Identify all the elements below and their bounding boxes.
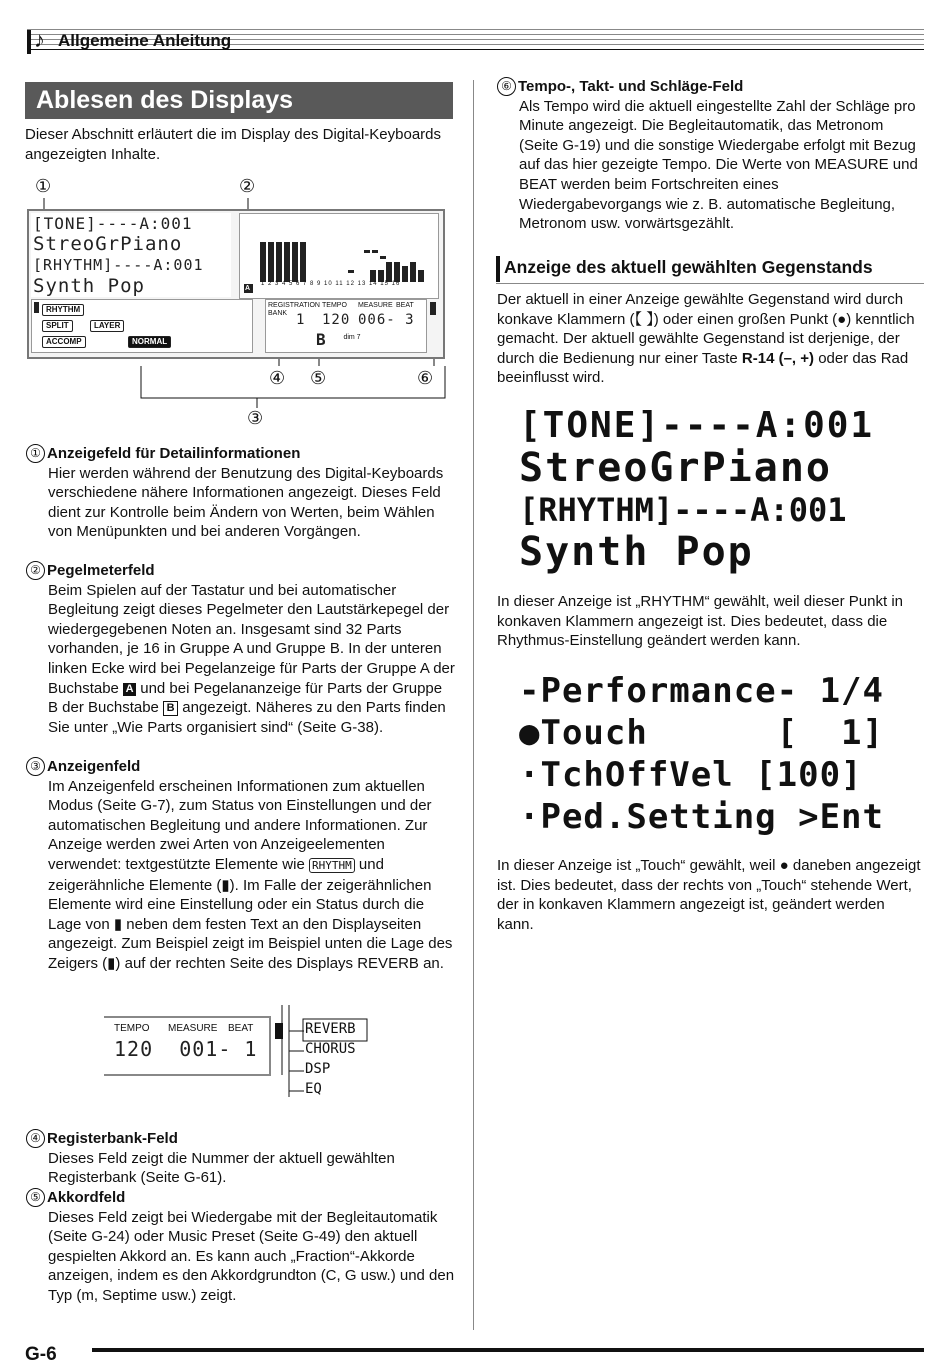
dot-display-1-line-4: Synth Pop xyxy=(519,529,754,575)
item-2-text-c: angezeigt. Näheres zu den Parts finden Sie unter „Wie Parts organisiert sind“ (Seite G-38). xyxy=(48,699,446,736)
callout-2: ② xyxy=(239,176,256,196)
item-1 xyxy=(26,444,456,542)
item-5 xyxy=(26,1188,456,1306)
reverb-pointer-icon xyxy=(430,302,436,315)
dot-display-2 xyxy=(519,670,903,838)
item-4-number: ④ xyxy=(26,1129,45,1148)
chord-root: B xyxy=(316,330,327,349)
beat-label: BEAT xyxy=(396,302,414,309)
level-meter-area xyxy=(239,213,439,299)
rhythm-key-label: RHYTHM xyxy=(309,858,355,873)
music-note-icon: ♪ xyxy=(34,27,45,52)
caption-1: In dieser Anzeige ist „RHYTHM“ gewählt, weil dieser Punkt in konkaven Klammern angezeigt ist. Dies bedeutet, dass die Rhythmus-Einstellung geändert werden kann. xyxy=(497,593,903,650)
item-3-title: Anzeigenfeld xyxy=(47,758,141,775)
option-dsp: DSP xyxy=(305,1061,331,1077)
option-chorus: CHORUS xyxy=(305,1041,356,1057)
callout-1: ① xyxy=(35,176,52,196)
dot-display-2-line-3: ·TchOffVel [100] xyxy=(519,755,863,795)
pointer-icon xyxy=(34,302,39,313)
callout-5: ⑤ xyxy=(310,368,327,388)
dot-display-2-line-2: ●Touch [ 1] xyxy=(519,713,884,753)
section-intro: Dieser Abschnitt erläutert die im Display des Digital-Keyboards angezeigten Inhalte. xyxy=(25,126,442,163)
item-3-number: ③ xyxy=(26,757,45,776)
letter-b-box: B xyxy=(163,701,178,716)
tempo-label: TEMPO xyxy=(322,302,347,309)
subsection-text-a: Der aktuell in einer Anzeige gewählte Gegenstand wird durch konkave Klammern (【 】) oder einen großen Punkt (●) kenntlich gemacht. Der aktuell gewählte Gegenstand ist derjenige, der durch die Bedienung nur einer Taste xyxy=(497,291,915,367)
group-letter: A xyxy=(245,285,251,292)
subsection-key-label: R-14 (–, +) xyxy=(741,349,815,367)
option-eq: EQ xyxy=(305,1081,322,1097)
item-2-text xyxy=(26,581,456,738)
item-3-text xyxy=(26,777,456,974)
subsection-title-rule xyxy=(496,283,924,284)
subsection-title-bar xyxy=(496,256,500,282)
lcd-line-1: [TONE]----A:001 xyxy=(33,214,193,233)
status-area xyxy=(265,299,427,353)
item-4-title: Registerbank-Feld xyxy=(47,1130,178,1147)
item-6 xyxy=(497,77,925,234)
item-5-title: Akkordfeld xyxy=(47,1189,126,1206)
subsection-text xyxy=(497,290,925,388)
caption-2: In dieser Anzeige ist „Touch“ gewählt, weil ● daneben angezeigt ist. Dies bedeutet, dass der rechts von „Touch“ stehende Wert, der in konkaven Klammern angezeigt ist, geändert werden kann. xyxy=(497,857,921,933)
measure-beat-value: 006- 3 xyxy=(358,312,415,328)
dot-display-2-line-4: ·Ped.Setting >Ent xyxy=(519,797,884,837)
item-3-text-a: Im Anzeigenfeld erscheinen Informationen zum aktuellen Modus (Seite G-7), zum Status von Einstellungen und der automatischen Begleitung und andere Informationen. Zur Anzeige werden zwei Arten von Anzeigeelementen verwendet: textgestützte Elemente wie xyxy=(48,777,432,873)
measure-label: MEASURE xyxy=(358,302,393,309)
callout-3: ③ xyxy=(247,408,264,428)
dot-display-1-line-2: StreoGrPiano xyxy=(519,445,832,491)
meter-part-numbers: 1 2 3 4 5 6 7 8 9 10 11 12 13 14 15 16 xyxy=(261,281,401,287)
reverb-example xyxy=(104,1005,404,1105)
item-2-text-b: und bei Pegelananzeige für Parts der Gruppe B der Buchstabe xyxy=(48,679,443,717)
footer-rule xyxy=(92,1348,924,1352)
option-reverb: REVERB xyxy=(305,1021,356,1037)
subsection-text-b: oder das Rad beeinflusst wird. xyxy=(497,349,909,387)
callout-4: ④ xyxy=(269,368,286,388)
callout-6: ⑥ xyxy=(417,368,434,388)
tag-accomp: ACCOMP xyxy=(42,336,86,348)
detail-info-area xyxy=(31,213,231,297)
item-2-title: Pegelmeterfeld xyxy=(47,562,155,579)
tempo-value: 120 xyxy=(322,312,351,328)
reverb-values: 120 001- 1 xyxy=(114,1037,258,1061)
reverb-tempo-label: TEMPO xyxy=(114,1023,150,1034)
header-title: Allgemeine Anleitung xyxy=(58,31,232,50)
item-5-text: Dieses Feld zeigt bei Wiedergabe mit der Begleitautomatik (Seite G-24) oder Music Preset (Seite G-49) den aktuell gespielten Akkord an. Es kann auch „Fraction“-Akkorde anzeigen, indem es den Akkordgrundton (C, G usw.) und den Typ (m, Septime usw.) zeigt. xyxy=(48,1208,455,1304)
section-title: Ablesen des Displays xyxy=(36,86,294,114)
display-diagram xyxy=(25,176,465,428)
item-6-title: Tempo-, Takt- und Schläge-Feld xyxy=(518,78,744,95)
item-2 xyxy=(26,561,456,737)
dot-display-2-line-1: -Performance- 1/4 xyxy=(519,671,884,711)
indicator-area xyxy=(31,299,253,353)
subsection-title: Anzeige des aktuell gewählten Gegenstands xyxy=(504,257,873,277)
registration-label: REGISTRATION BANK xyxy=(268,302,320,317)
reverb-beat-label: BEAT xyxy=(228,1023,254,1034)
item-6-number: ⑥ xyxy=(497,77,516,96)
item-1-number: ① xyxy=(26,444,45,463)
tag-normal: NORMAL xyxy=(128,336,171,348)
item-2-text-a: Beim Spielen auf der Tastatur und bei automatischer Begleitung zeigt dieses Pegelmeter den Lautstärkepegel der wiedergegebenen Noten an. Insgesamt sind 32 Parts vorhanden, je 16 in Gruppe A und Gruppe B. In der unteren linken Ecke wird bei Pegelanzeige für Parts der Gruppe A der Buchstabe xyxy=(48,581,455,697)
header-bar xyxy=(27,30,31,54)
lcd-line-3: [RHYTHM]----A:001 xyxy=(33,256,204,274)
lcd-line-4: Synth Pop xyxy=(33,275,145,297)
item-4 xyxy=(26,1129,456,1188)
item-5-number: ⑤ xyxy=(26,1188,45,1207)
dot-display-1 xyxy=(519,405,903,575)
dot-display-1-line-1: [TONE]----A:001 xyxy=(519,405,875,446)
chord-type: dim 7 xyxy=(343,334,361,341)
item-1-title: Anzeigefeld für Detailinformationen xyxy=(47,445,301,462)
lcd-line-2: StreoGrPiano xyxy=(33,233,183,255)
item-2-number: ② xyxy=(26,561,45,580)
item-3 xyxy=(26,757,456,974)
tag-split: SPLIT xyxy=(42,320,73,332)
registration-value: 1 xyxy=(296,312,306,328)
column-divider xyxy=(473,80,474,1330)
page-number: G-6 xyxy=(25,1344,57,1365)
reverb-measure-label: MEASURE xyxy=(168,1023,218,1034)
dot-display-1-line-3: [RHYTHM]----A:001 xyxy=(519,491,847,529)
item-4-text: Dieses Feld zeigt die Nummer der aktuell gewählten Registerbank (Seite G-61). xyxy=(48,1149,395,1187)
letter-a-box: A xyxy=(123,683,136,696)
item-3-text-b: und zeigerähnliche Elemente (▮). Im Falle der zeigerähnlichen Elemente wird eine Einstellung oder ein Status durch die Lage von ▮ neben dem festen Text an den Displayseiten angezeigt. Zum Beispiel zeigt im Beispiel unten die Lage des Zeigers (▮) auf der rechten Seite des Displays REVERB an. xyxy=(48,855,453,972)
item-1-text: Hier werden während der Benutzung des Digital-Keyboards verschiedene nähere Informationen angezeigt. Dieses Feld dient zur Kontrolle beim Ändern von Werten, beim Wählen von Menüpunkten und bei anderen Vorgängen. xyxy=(48,464,444,541)
item-6-text: Als Tempo wird die aktuell eingestellte Zahl der Schläge pro Minute angezeigt. Die Begleitautomatik, das Metronom (Seite G-19) und die sonstige Wiedergabe erfolgt mit Bezug auf das hier gezeigte Tempo. Die Werte von MEASURE und BEAT werden beim Fortschreiten eines Wiedergabevorgangs wie z. B. automatische Begleitung, Metronom usw. vorwärtsgezählt. xyxy=(519,97,918,233)
tag-rhythm: RHYTHM xyxy=(42,304,84,316)
tag-layer: LAYER xyxy=(90,320,124,332)
